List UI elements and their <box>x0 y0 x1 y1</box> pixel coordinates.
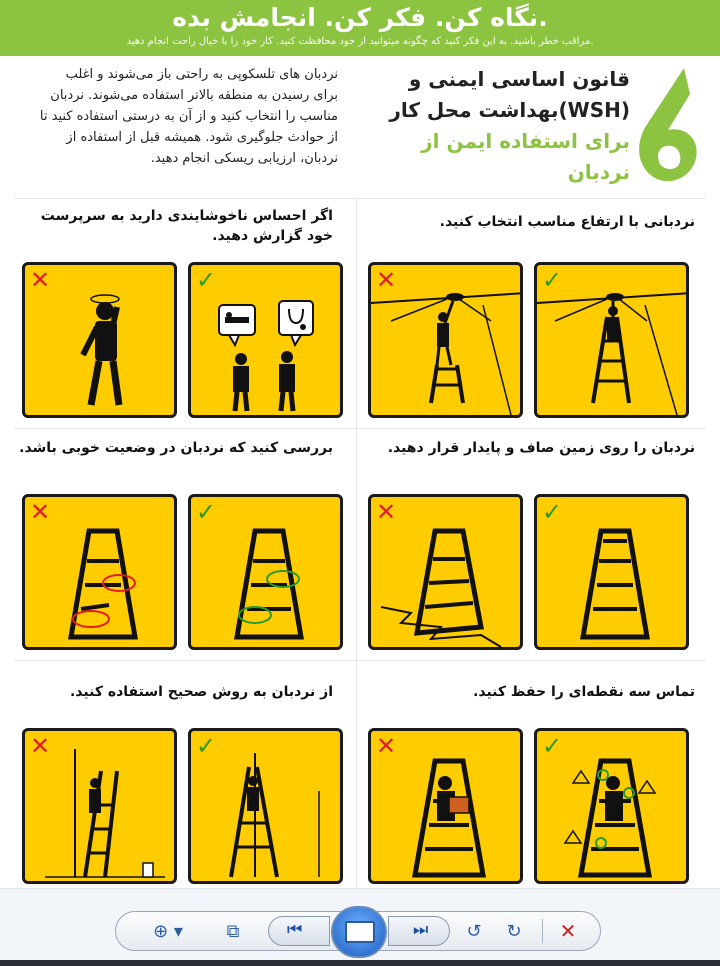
good-example-card <box>188 728 343 884</box>
rule-caption: اگر احساس ناخوشایندی دارید به سرپرست خود گزارش دهید. <box>40 208 333 244</box>
dizzy-worker-icon <box>25 265 177 418</box>
ladder-cracked-ground-icon <box>371 497 523 650</box>
banner-subtitle: مراقب خطر باشید. به این فکر کنید که چگونه میتوانید از خود محافظت کنید. کار خود را با خیال راحت انجام دهید. <box>126 36 594 47</box>
zoom-button[interactable] <box>148 917 188 945</box>
next-icon: ⏭ <box>413 920 429 940</box>
intro-paragraph: نردبان های تلسکوپی به راحتی باز می‌شوند و اغلب برای رسیدن به منطقه بالاتر استفاده می‌شوند. نردبان مناسب را انتخاب کنید و از آن به درستی استفاده کنید تا از حوادث جلوگیری شود. همیشه قبل از استفاده از نردبان، ارزیابی ریسکی انجام دهید. <box>39 67 338 166</box>
cross-icon: ✕ <box>30 732 51 760</box>
rotate-right-button[interactable] <box>500 917 528 945</box>
delete-icon: ✕ <box>559 919 577 943</box>
report-supervisor-icon <box>191 265 343 418</box>
taskbar-strip <box>0 960 720 966</box>
header-section <box>0 56 720 198</box>
good-example-card <box>188 262 343 418</box>
column-divider <box>356 198 357 888</box>
heading-line-4: نردبان <box>567 160 630 184</box>
ladder-inspected-icon <box>191 497 343 650</box>
check-icon: ✓ <box>542 732 563 760</box>
rotate-right-icon: ↻ <box>506 920 522 942</box>
previous-button[interactable] <box>268 916 330 946</box>
check-icon: ✓ <box>542 266 563 294</box>
delete-button[interactable] <box>554 917 582 945</box>
cross-icon: ✕ <box>376 498 397 526</box>
cross-icon: ✕ <box>30 266 51 294</box>
ladder-short-icon <box>371 265 523 418</box>
rule-caption: از نردبان به روش صحیح استفاده کنید. <box>69 684 333 700</box>
rule-caption: نردبانی با ارتفاع مناسب انتخاب کنید. <box>439 214 695 230</box>
banner <box>0 0 720 56</box>
row-divider <box>14 198 706 199</box>
viewer-toolbar <box>0 888 720 966</box>
fit-window-button[interactable] <box>216 917 250 945</box>
cross-icon: ✕ <box>376 732 397 760</box>
ladder-leaning-wrong-icon <box>25 731 177 884</box>
check-icon: ✓ <box>542 498 563 526</box>
next-button[interactable] <box>388 916 450 946</box>
check-icon: ✓ <box>196 732 217 760</box>
cross-icon: ✕ <box>30 498 51 526</box>
heading-line-1: قانون اساسی ایمنی و <box>408 67 630 91</box>
number-six-graphic <box>626 64 706 186</box>
good-example-card <box>534 262 689 418</box>
ladder-damaged-icon <box>25 497 177 650</box>
bad-example-card <box>22 494 177 650</box>
ladder-tall-icon <box>537 265 689 418</box>
three-point-contact-icon <box>537 731 689 884</box>
zoom-icon: ⊕ ▾ <box>153 920 183 942</box>
rule-caption: نردبان را روی زمین صاف و پایدار قرار دهید. <box>387 440 695 456</box>
good-example-card <box>534 728 689 884</box>
bad-example-card <box>368 728 523 884</box>
row-divider <box>14 428 706 429</box>
cross-icon: ✕ <box>376 266 397 294</box>
rule-heading <box>360 64 630 188</box>
check-icon: ✓ <box>196 266 217 294</box>
ladder-open-correct-icon <box>191 731 343 884</box>
rule-caption: بررسی کنید که نردبان در وضعیت خوبی باشد. <box>19 440 333 456</box>
check-icon: ✓ <box>196 498 217 526</box>
rule-caption: تماس سه نقطه‌ای را حفظ کنید. <box>473 684 695 700</box>
ladder-level-icon <box>537 497 689 650</box>
row-divider <box>14 660 706 661</box>
bad-example-card <box>22 728 177 884</box>
rotate-left-icon: ↺ <box>466 920 482 942</box>
good-example-card <box>534 494 689 650</box>
good-example-card <box>188 494 343 650</box>
previous-icon: ⏮ <box>287 920 303 940</box>
bad-example-card <box>368 494 523 650</box>
slideshow-icon <box>345 921 375 943</box>
heading-line-3: برای استفاده ایمن از <box>421 129 630 153</box>
toolbar-separator <box>542 919 543 943</box>
carrying-on-ladder-icon <box>371 731 523 884</box>
bad-example-card <box>368 262 523 418</box>
slideshow-button[interactable] <box>331 906 387 958</box>
fit-icon: ⧉ <box>226 920 240 942</box>
heading-line-2: بهداشت محل کار(WSH) <box>389 98 630 122</box>
rotate-left-button[interactable] <box>460 917 488 945</box>
banner-title: نگاه کن. فکر کن. انجامش بده. <box>172 3 548 32</box>
bad-example-card <box>22 262 177 418</box>
